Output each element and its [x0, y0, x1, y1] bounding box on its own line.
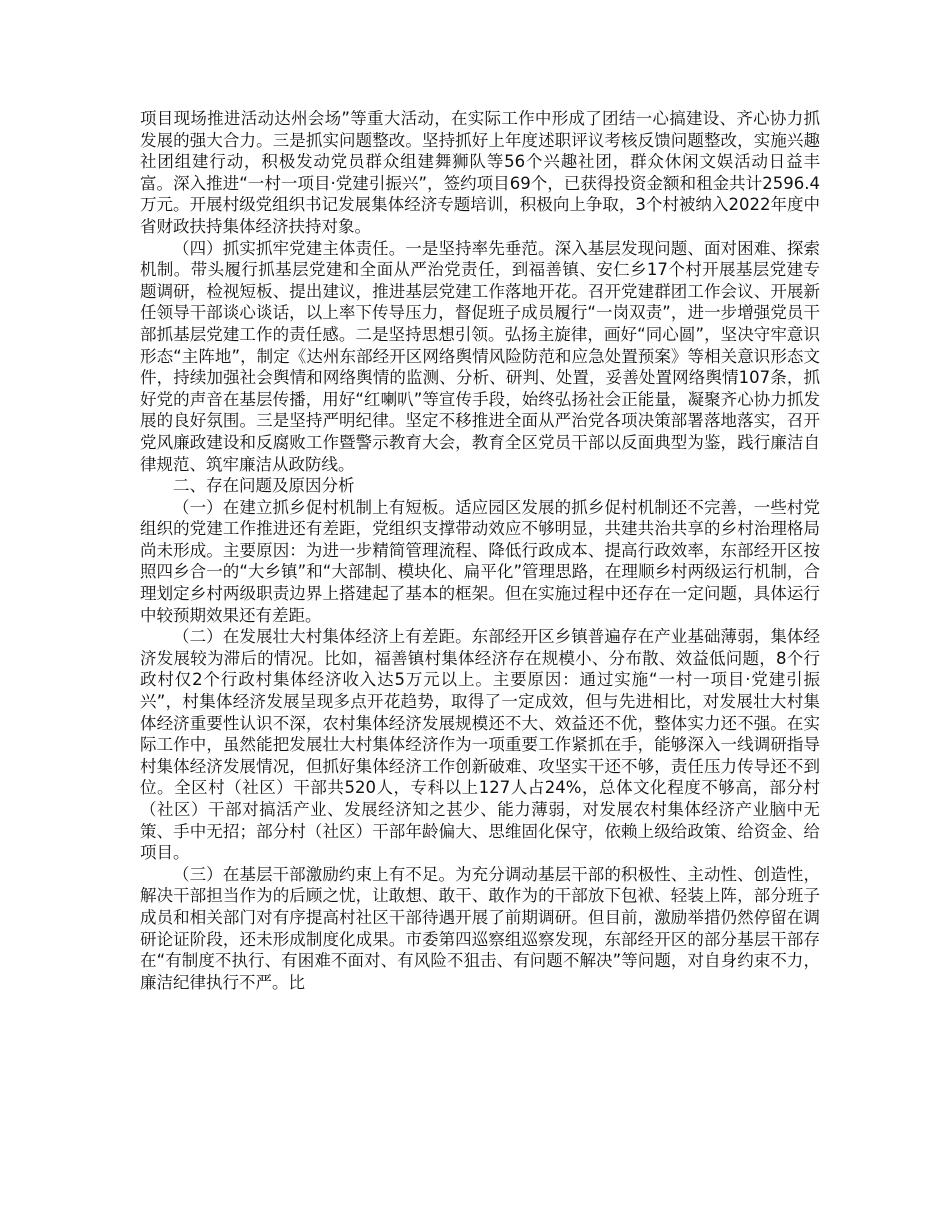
paragraph-problem-1-mechanism: （一）在建立抓乡促村机制上有短板。适应园区发展的抓乡促村机制还不完善，一些村党组织的党建工作推进还有差距，党组织支撑带动效应不够明显，共建共治共享的乡村治理格局尚未形成。主要原因：为进一步精简管理流程、降低行政成本、提高行政效率，东部经开区按照四乡合一的“大乡镇”和“大部制、模块化、扁平化”管理思路，在理顺乡村两级运行机制，合理划定乡村两级职责边界上搭建起了基本的框架。但在实施过程中还存在一定问题，具体运行中较预期效果还有差距。: [140, 497, 820, 625]
paragraph-section-4-party-responsibility: （四）抓实抓牢党建主体责任。一是坚持率先垂范。深入基层发现问题、面对困难、探索机制。带头履行抓基层党建和全面从严治党责任，到福善镇、安仁乡17个村开展基层党建专题调研，检视短板、提出建议，推进基层党建工作落地开花。召开党建群团工作会议、开展新任领导干部谈心谈话，以上率下传导压力，督促班子成员履行“一岗双责”，进一步增强党员干部抓基层党建工作的责任感。二是坚持思想引领。弘扬主旋律，画好“同心圆”，坚决守牢意识形态“主阵地”，制定《达州东部经开区网络舆情风险防范和应急处置预案》等相关意识形态文件，持续加强社会舆情和网络舆情的监测、分析、研判、处置，妥善处置网络舆情107条，抓好党的声音在基层传播，用好“红喇叭”等宣传手段，始终弘扬社会正能量，凝聚齐心协力抓发展的良好氛围。三是坚持严明纪律。坚定不移推进全面从严治党各项决策部署落地落实，召开党风廉政建设和反腐败工作暨警示教育大会，教育全区党员干部以反面典型为鉴，践行廉洁自律规范、筑牢廉洁从政防线。: [140, 238, 820, 474]
paragraph-intro-continued: 项目现场推进活动达州会场”等重大活动，在实际工作中形成了团结一心搞建设、齐心协力抓发展的强大合力。三是抓实问题整改。坚持抓好上年度述职评议考核反馈问题整改，实施兴趣社团组建行动，积极发动党员群众组建舞狮队等56个兴趣社团，群众休闲文娱活动日益丰富。深入推进“一村一项目·党建引振兴”，签约项目69个，已获得投资金额和租金共计2596.4万元。开展村级党组织书记发展集体经济专题培训，积极向上争取，3个村被纳入2022年度中省财政扶持集体经济扶持对象。: [140, 109, 820, 236]
paragraph-problem-2-collective-economy: （二）在发展壮大村集体经济上有差距。东部经开区乡镇普遍存在产业基础薄弱，集体经济发展较为滞后的情况。比如，福善镇村集体经济存在规模小、分布散、效益低问题，8个行政村仅2个行政村集体经济收入达5万元以上。主要原因：通过实施“一村一项目·党建引振兴”，村集体经济发展呈现多点开花趋势，取得了一定成效，但与先进相比，对发展壮大村集体经济重要性认识不深，农村集体经济发展规模还不大、效益还不优，整体实力还不强。在实际工作中，虽然能把发展壮大村集体经济作为一项重要工作紧抓在手，能够深入一线调研指导村集体经济发展情况，但抓好集体经济工作创新破难、攻坚实干还不够，责任压力传导还不到位。全区村（社区）干部共520人，专科以上127人占24%，总体文化程度不够高，部分村（社区）干部对搞活产业、发展经济知之甚少、能力薄弱，对发展农村集体经济产业脑中无策、手中无招；部分村（社区）干部年龄偏大、思维固化保守，依赖上级给政策、给资金、给项目。: [140, 627, 820, 863]
paragraph-problem-3-cadre-incentives: （三）在基层干部激励约束上有不足。为充分调动基层干部的积极性、主动性、创造性，解决干部担当作为的后顾之忧，让敢想、敢干、敢作为的干部放下包袱、轻装上阵，部分班子成员和相关部门对有序提高村社区干部待遇开展了前期调研。但目前，激励举措仍然停留在调研论证阶段，还未形成制度化成果。市委第四巡察组巡察发现，东部经开区的部分基层干部存在“有制度不执行、有困难不面对、有风险不狙击、有问题不解决”等问题，对自身约束不力，廉洁纪律执行不严。比: [140, 864, 820, 992]
section-heading-problems-analysis: 二、存在问题及原因分析: [173, 476, 355, 496]
document-page: [140, 108, 820, 993]
